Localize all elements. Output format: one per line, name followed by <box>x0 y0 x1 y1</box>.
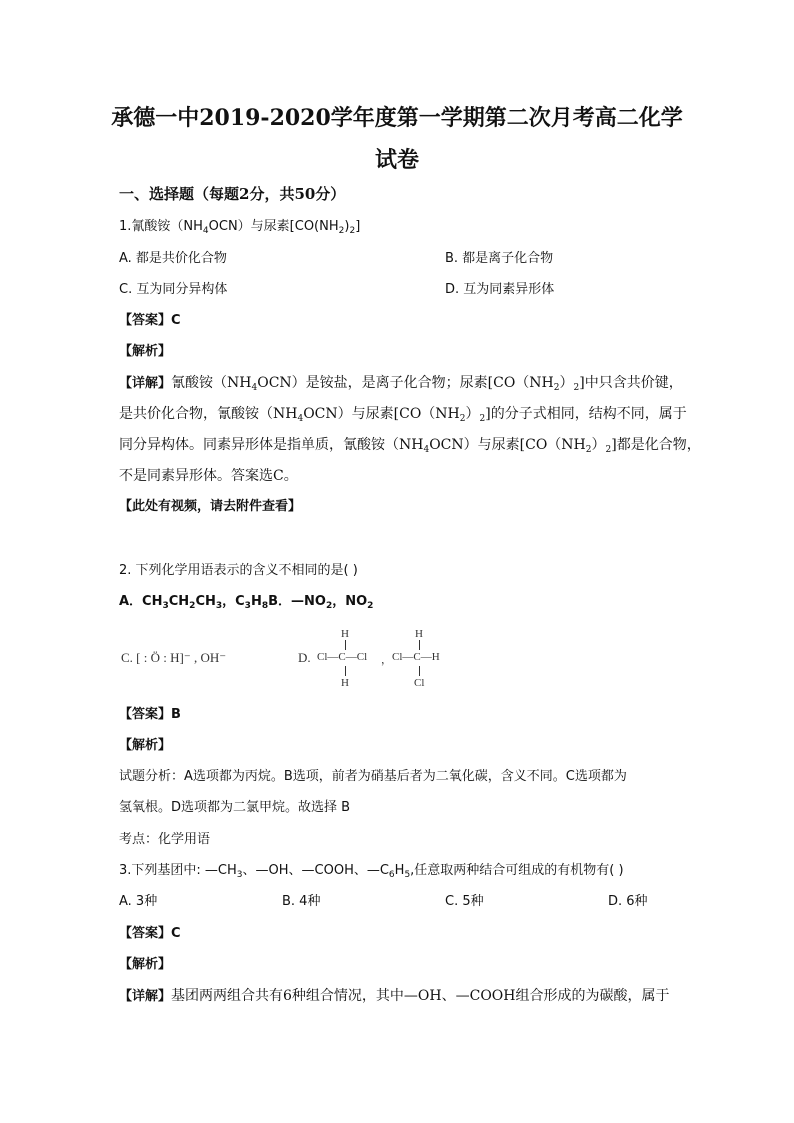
q1-stem: 1.氰酸铵$(NH_4OCN)$与尿素$[CO(NH_2)_2]$ <box>119 219 361 236</box>
q1-detail-line4: 不是同素异形体。答案选C。 <box>119 468 298 484</box>
struct-separator: ， <box>381 654 392 666</box>
q3-option-a: A. 3种 <box>119 894 158 909</box>
doc-title-line1: 承德一中2019-2020学年度第一学期第二次月考高二化学 <box>111 105 683 131</box>
q3-answer: 【答案】C <box>119 926 181 941</box>
q1-detail-line1: 【详解】氰酸铵$(NH_4OCN)$是铵盐，是离子化合物；尿素$[CO(NH_2)_2]$中只含共价键， <box>119 375 683 393</box>
q1-detail-line3: 同分异构体。同素异形体是指单质，氰酸铵$(NH_4OCN)$与尿素$[CO(NH_2)_2]$都是化合物， <box>119 437 701 455</box>
q3-option-b: B. 4种 <box>282 894 321 909</box>
q2-option-d-label: D. <box>298 650 311 665</box>
q1-option-a: A. 都是共价化合物 <box>119 251 227 266</box>
q3-analysis-label: 【解析】 <box>119 957 172 972</box>
q3-option-c: C. 5种 <box>445 894 484 909</box>
q3-detail: 【详解】基团两两组合共有6种组合情况，其中—OH、—COOH组合形成的为碳酸，属于 <box>119 988 670 1004</box>
q3-stem: 3.下列基团中: $—CH_3$、—OH、—COOH、$—C_6H_5$,任意取两种结合可组成的有机物有( ) <box>119 863 624 880</box>
q1-answer: 【答案】C <box>119 313 181 328</box>
q1-option-c: C. 互为同分异构体 <box>119 282 228 297</box>
doc-title-line2: 试卷 <box>374 147 419 173</box>
q1-analysis-label: 【解析】 <box>119 344 172 359</box>
q2-option-ab: A．$CH_3CH_2CH_3$，$C_3H_8B$．$—NO_2$，$NO_2$ <box>119 594 374 611</box>
q2-kaodian: 考点：化学用语 <box>119 832 211 847</box>
q2-option-c: C. [ : Ö : H]⁻ , OH⁻ <box>121 650 227 665</box>
q3-option-d: D. 6种 <box>608 894 648 909</box>
q2-analysis-label: 【解析】 <box>119 738 172 753</box>
section-heading: 一、选择题（每题2分，共50分） <box>119 185 346 203</box>
q1-option-d: D. 互为同素异形体 <box>445 282 555 297</box>
q2-analysis-line2: 氢氧根。D选项都为二氯甲烷。故选择 B <box>119 800 351 815</box>
q1-option-b: B. 都是离子化合物 <box>445 251 554 266</box>
q1-video-note: 【此处有视频，请去附件查看】 <box>119 499 302 514</box>
q2-stem: 2. 下列化学用语表示的含义不相同的是( ) <box>119 563 358 578</box>
q2-answer: 【答案】B <box>119 707 181 722</box>
q1-detail-line2: 是共价化合物，氰酸铵$(NH_4OCN)$与尿素$[CO(NH_2)_2]$的分子式相同，结构不同，属于 <box>119 406 687 424</box>
q2-analysis-line1: 试题分析：A选项都为丙烷。B选项，前者为硝基后者为二氧化碳，含义不同。C选项都为 <box>119 769 627 784</box>
